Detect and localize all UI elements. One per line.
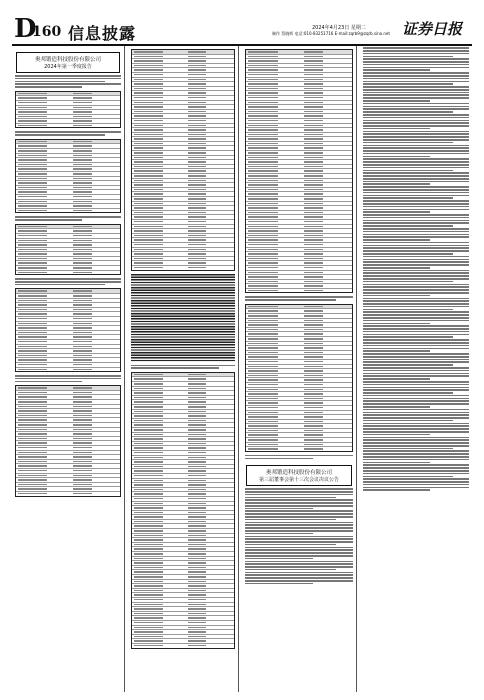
report-company: 奥邦锻造科技股份有限公司 xyxy=(34,57,101,63)
notice-title: 第三届董事会第十三次会议决议公告 xyxy=(258,477,339,484)
dense-table-block xyxy=(131,274,235,362)
contact-line: 制作 蔡晓辉 电话:010-83251716 E-mail:zqrb9@zqrb.sina.net xyxy=(272,31,390,36)
page-letter: D xyxy=(14,14,37,44)
column-4 xyxy=(360,46,472,692)
data-table xyxy=(15,224,121,276)
notice-body-text xyxy=(242,488,356,584)
section-title: 信息披露 xyxy=(68,24,137,43)
data-table xyxy=(131,372,235,649)
data-table xyxy=(245,304,353,452)
column-1 xyxy=(12,46,125,692)
data-table xyxy=(131,49,235,271)
data-table xyxy=(245,49,353,293)
report-title: 2024年第一季度报告 xyxy=(44,64,92,70)
issue-date: 2024年4月23日 星期二 xyxy=(312,25,366,31)
newspaper-page xyxy=(12,10,472,692)
data-table xyxy=(15,385,121,496)
notice-body-text xyxy=(360,47,472,491)
notice-company: 奥邦锻造科技股份有限公司 xyxy=(265,470,332,477)
board-resolution-heading xyxy=(246,465,352,486)
column-2 xyxy=(128,46,239,692)
data-table xyxy=(15,139,121,214)
newspaper-logo: 证券日报 xyxy=(402,20,463,38)
body-text xyxy=(12,75,124,88)
data-table xyxy=(15,288,121,372)
quarterly-report-heading xyxy=(16,52,120,73)
data-table xyxy=(15,91,121,129)
page-number: 160 xyxy=(32,24,62,40)
column-3 xyxy=(242,46,357,692)
masthead xyxy=(12,14,472,46)
